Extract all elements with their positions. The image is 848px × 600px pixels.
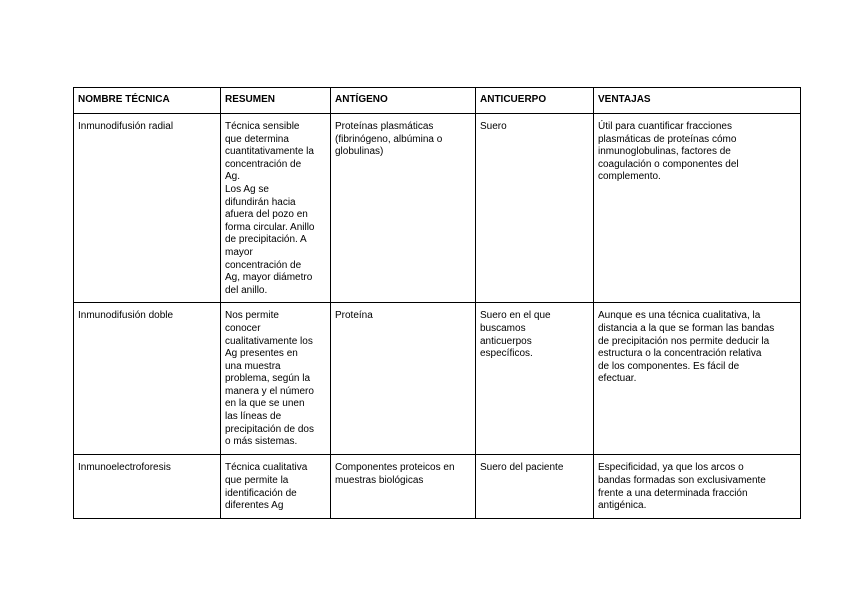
table-row — [74, 114, 801, 303]
table-row — [74, 455, 801, 518]
header-ventajas: VENTAJAS — [594, 88, 801, 114]
immunology-techniques-table — [73, 87, 801, 519]
cell-resumen — [221, 114, 331, 303]
cell-text: Técnica cualitativa que permite la identificación de diferentes Ag — [225, 462, 308, 512]
cell-text: Inmunoelectroforesis — [78, 462, 171, 474]
cell-ventajas — [594, 303, 801, 455]
cell-anticuerpo — [476, 303, 594, 455]
cell-text: Suero — [480, 121, 507, 132]
cell-nombre — [74, 114, 221, 303]
cell-text: Aunque es una técnica cualitativa, la distancia a la que se forman las bandas de precipitación nos permite deducir la estructura o la concentración relativa de los componentes. Es fácil de efectuar. — [598, 310, 775, 385]
cell-antigeno — [331, 455, 476, 518]
cell-anticuerpo — [476, 114, 594, 303]
cell-anticuerpo — [476, 455, 594, 518]
table-header-row — [74, 88, 801, 114]
cell-text: Nos permite conocer cualitativamente los Ag presentes en una muestra problema, según la manera y el número en la que se unen las líneas de precipitación de dos o más sistemas. — [225, 310, 314, 448]
cell-text: Proteínas plasmáticas (fibrinógeno, albúmina o globulinas) — [335, 121, 443, 158]
cell-text: Especificidad, ya que los arcos o bandas formadas son exclusivamente frente a una determinada fracción antigénica. — [598, 462, 766, 512]
cell-text: Suero del paciente — [480, 462, 564, 474]
cell-text: Útil para cuantificar fracciones plasmáticas de proteínas cómo inmunoglobulinas, factores de coagulación o componentes del complemento. — [598, 121, 739, 183]
header-antigeno: ANTÍGENO — [331, 88, 476, 114]
cell-antigeno — [331, 114, 476, 303]
cell-text: Suero en el que buscamos anticuerpos específicos. — [480, 310, 551, 360]
header-anticuerpo: ANTICUERPO — [476, 88, 594, 114]
cell-ventajas — [594, 114, 801, 303]
table-row — [74, 303, 801, 455]
cell-antigeno — [331, 303, 476, 455]
header-resumen: RESUMEN — [221, 88, 331, 114]
cell-resumen — [221, 303, 331, 455]
cell-text: Inmunodifusión doble — [78, 310, 174, 322]
cell-resumen — [221, 455, 331, 518]
header-nombre-tecnica: NOMBRE TÉCNICA — [74, 88, 221, 114]
cell-text: Componentes proteicos en muestras biológicas — [335, 462, 455, 486]
cell-nombre — [74, 455, 221, 518]
cell-text: Inmunodifusión radial — [78, 121, 174, 132]
cell-text: Técnica sensible que determina cuantitativamente la concentración de Ag. Los Ag se difundirán hacia afuera del pozo en forma circular. Anillo de precipitación. A mayor concentración de Ag, mayor diámetro del anillo. — [225, 121, 315, 296]
cell-text: Proteína — [335, 310, 373, 322]
cell-nombre — [74, 303, 221, 455]
cell-ventajas — [594, 455, 801, 518]
